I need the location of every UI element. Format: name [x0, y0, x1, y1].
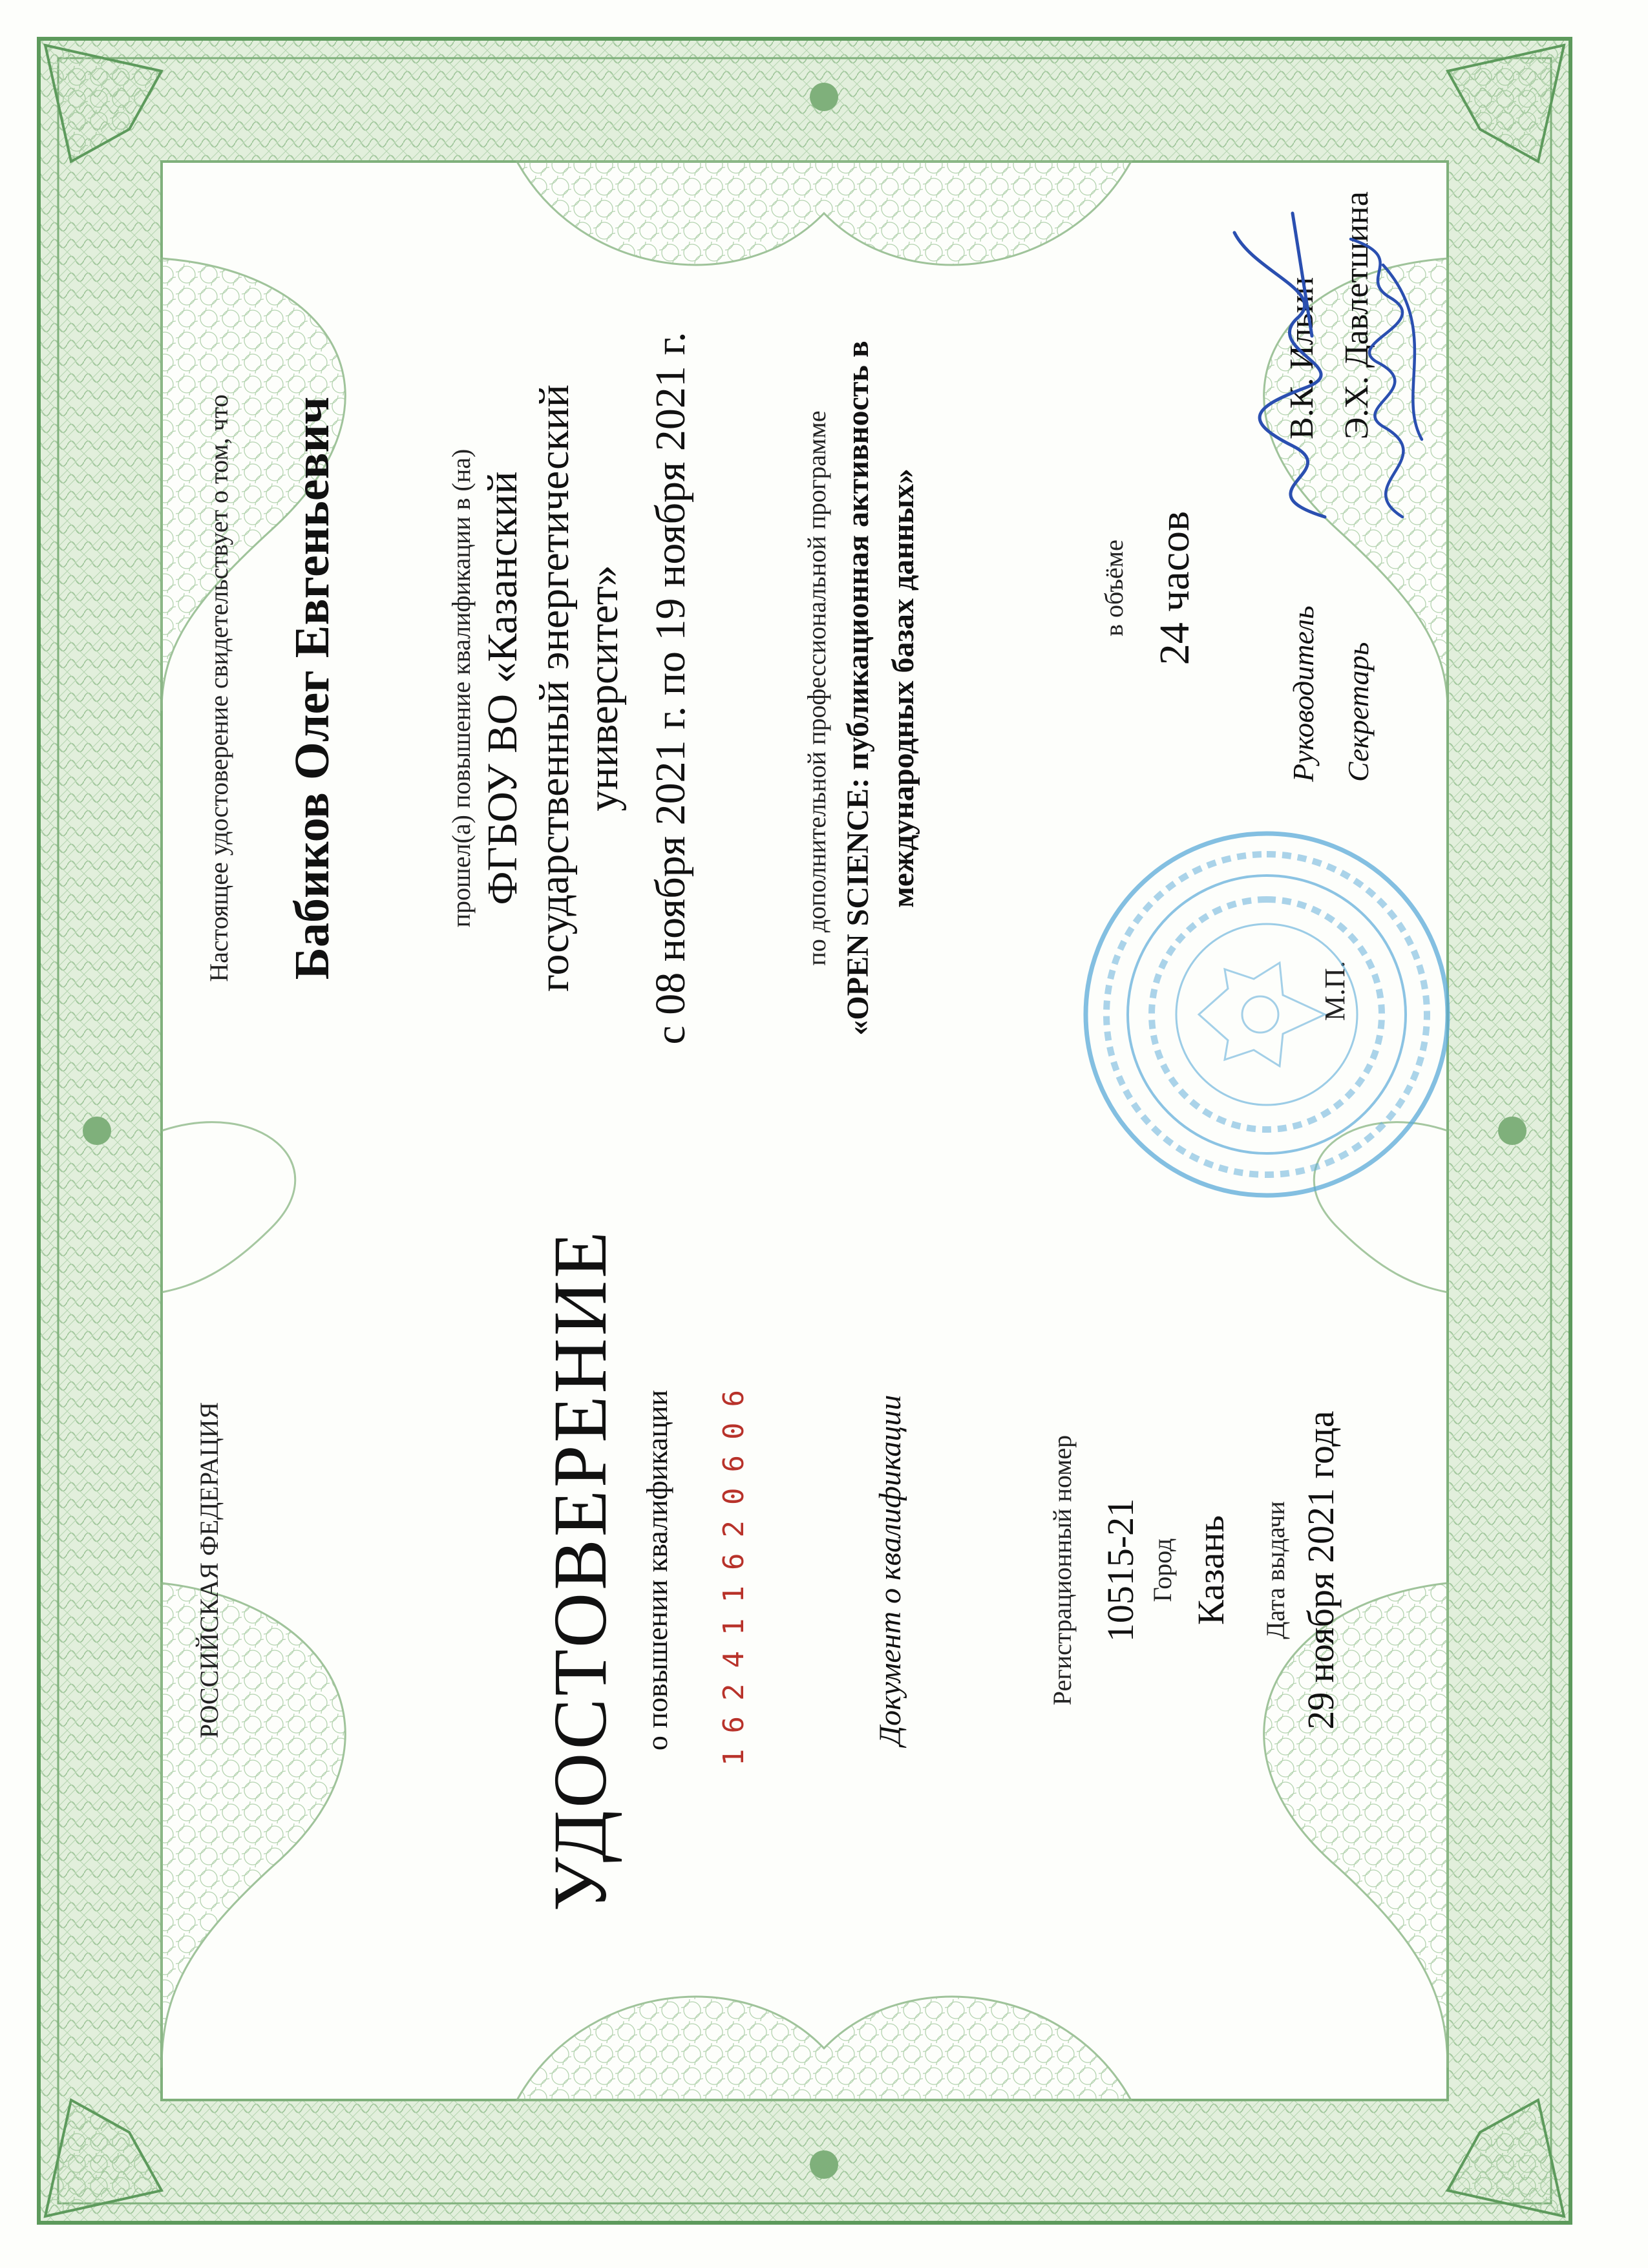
secretary-signature	[1325, 226, 1454, 536]
document-type: Документ о квалификации	[873, 1394, 907, 1746]
document-title: УДОСТОВЕРЕНИЕ	[538, 1228, 622, 1912]
secretary-name: Э.Х. Давлетшина	[1338, 191, 1375, 439]
head-name: В.К. Ильин	[1284, 277, 1320, 439]
study-period: с 08 ноября 2021 г. по 19 ноября 2021 г.	[647, 331, 694, 1045]
reg-number-label: Регистрационный номер	[1048, 1434, 1077, 1706]
head-label: Руководитель	[1287, 605, 1320, 782]
program-line-2: международных базах данных»	[886, 468, 920, 908]
country-label: РОССИЙСКАЯ ФЕДЕРАЦИЯ	[195, 1402, 224, 1739]
intro-text: Настоящее удостоверение свидетельствует о том, что	[204, 394, 233, 982]
official-seal	[1073, 821, 1461, 1208]
reg-number: 10515-21	[1099, 1498, 1141, 1643]
city-label: Город	[1148, 1538, 1177, 1602]
city: Казань	[1190, 1515, 1232, 1625]
program-line-1: «OPEN SCIENCE: публикационная активность в	[841, 341, 875, 1036]
issue-date-label: Дата выдачи	[1261, 1501, 1290, 1639]
volume-label: в объёме	[1099, 540, 1128, 636]
institution-line-1: ФГБОУ ВО «Казанский	[479, 471, 526, 905]
holder-name: Бабиков Олег Евгеньевич	[285, 396, 339, 980]
passed-label: прошел(а) повышение квалификации в (на)	[447, 448, 476, 928]
program-label: по дополнительной профессиональной программе	[802, 410, 831, 966]
volume-hours: 24 часов	[1151, 510, 1198, 666]
document-subtitle: о повышении квалификации	[640, 1389, 673, 1751]
institution-line-2: государственный энергетический университет»	[531, 384, 627, 992]
serial-number: 162411620606	[717, 1374, 750, 1766]
stamp-label: М.П.	[1319, 961, 1351, 1021]
secretary-label: Секретарь	[1342, 642, 1375, 782]
issue-date: 29 ноября 2021 года	[1300, 1411, 1342, 1730]
